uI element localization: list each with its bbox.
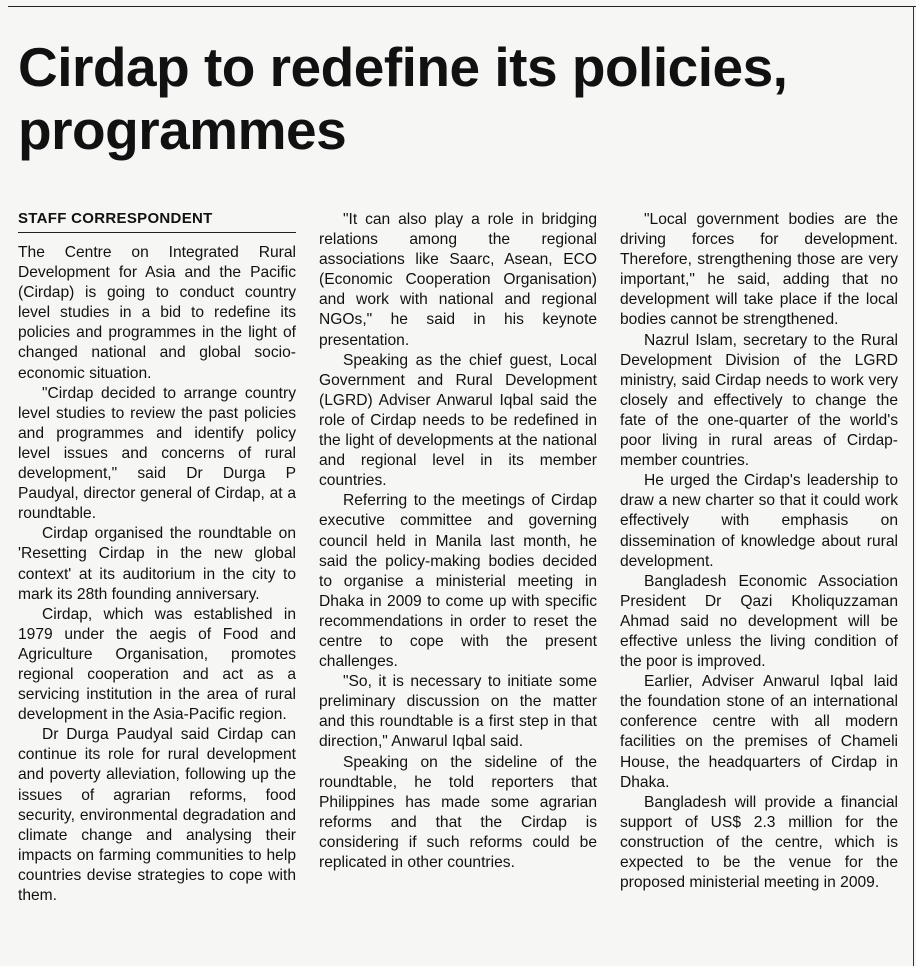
headline: Cirdap to redefine its policies, programmes [18,36,788,161]
article-paragraph: The Centre on Integrated Rural Development for Asia and the Pacific (Cirdap) is going to conduct country level studies in a bid to redefine its policies and programmes in the light of changed national and global socio-economic situation. [18,244,296,382]
article-paragraph: "Local government bodies are the driving forces for development. Therefore, strengthening those are very important," he said, adding that no development will take place if the local bodies cannot be strengthened. [620,211,898,329]
article-paragraph: Cirdap, which was established in 1979 under the aegis of Food and Agriculture Organisation, promotes regional cooperation and act as a servicing institution in the area of rural development in the Asia-Pacific region. [18,605,296,724]
byline: STAFF CORRESPONDENT [18,210,296,233]
column-3 [620,210,898,893]
top-rule [8,6,916,7]
article-paragraph: Speaking as the chief guest, Local Government and Rural Development (LGRD) Adviser Anwarul Iqbal said the role of Cirdap needs to be redefined in the light of developments at the national and regional level in its member countries. [319,351,597,490]
article-paragraph: "It can also play a role in bridging relations among the regional associations like Saarc, Asean, ECO (Economic Cooperation Organisation) and work with national and regional NGOs," he said in his keynote presentation. [319,211,597,349]
article-paragraph: "So, it is necessary to initiate some preliminary discussion on the matter and this roundtable is a first step in that direction," Anwarul Iqbal said. [319,673,597,751]
article-paragraph: Earlier, Adviser Anwarul Iqbal laid the foundation stone of an international conference centre with all modern facilities on the premises of Chameli House, the headquarters of Cirdap in Dhaka. [620,673,898,791]
article-paragraph: "Cirdap decided to arrange country level studies to review the past policies and programmes and identify policy level issues and concerns of rural development," said Dr Durga P Paudyal, director general of Cirdap, at a roundtable. [18,384,296,523]
article-paragraph: Cirdap organised the roundtable on 'Resetting Cirdap in the new global context' at its auditorium in the city to mark its 28th founding anniversary. [18,525,296,603]
article-paragraph: Nazrul Islam, secretary to the Rural Development Division of the LGRD ministry, said Cirdap needs to work very closely and effectively to change the fate of the one-quarter of the world's poor living in rural areas of Cirdap-member countries. [620,331,898,470]
article-paragraph: Bangladesh will provide a financial support of US$ 2.3 million for the construction of the centre, which is expected to be the venue for the proposed ministerial meeting in 2009. [620,793,898,892]
article-paragraph: Speaking on the sideline of the roundtable, he told reporters that Philippines has made some agrarian reforms and that the Cirdap is considering if such reforms could be replicated in other countries. [319,753,597,871]
column-2 [319,210,597,873]
right-rule [913,6,914,966]
column-1 [18,210,296,906]
article-paragraph: Bangladesh Economic Association President Dr Qazi Kholiquzzaman Ahmad said no development will be effective unless the living condition of the poor is improved. [620,572,898,671]
article-paragraph: He urged the Cirdap's leadership to draw a new charter so that it could work effectively with emphasis on dissemination of knowledge about rural development. [620,472,898,570]
article-paragraph: Referring to the meetings of Cirdap executive committee and governing council held in Manila last month, he said the policy-making bodies decided to organise a ministerial meeting in Dhaka in 2009 to come up with specific recommendations in order to reset the centre to cope with the present challenges. [319,492,597,671]
article-paragraph: Dr Durga Paudyal said Cirdap can continue its role for rural development and poverty alleviation, following up the issues of agrarian reforms, food security, environmental degradation and climate change and analysing their impacts on farming communities to help countries devise strategies to cope with them. [18,726,296,904]
